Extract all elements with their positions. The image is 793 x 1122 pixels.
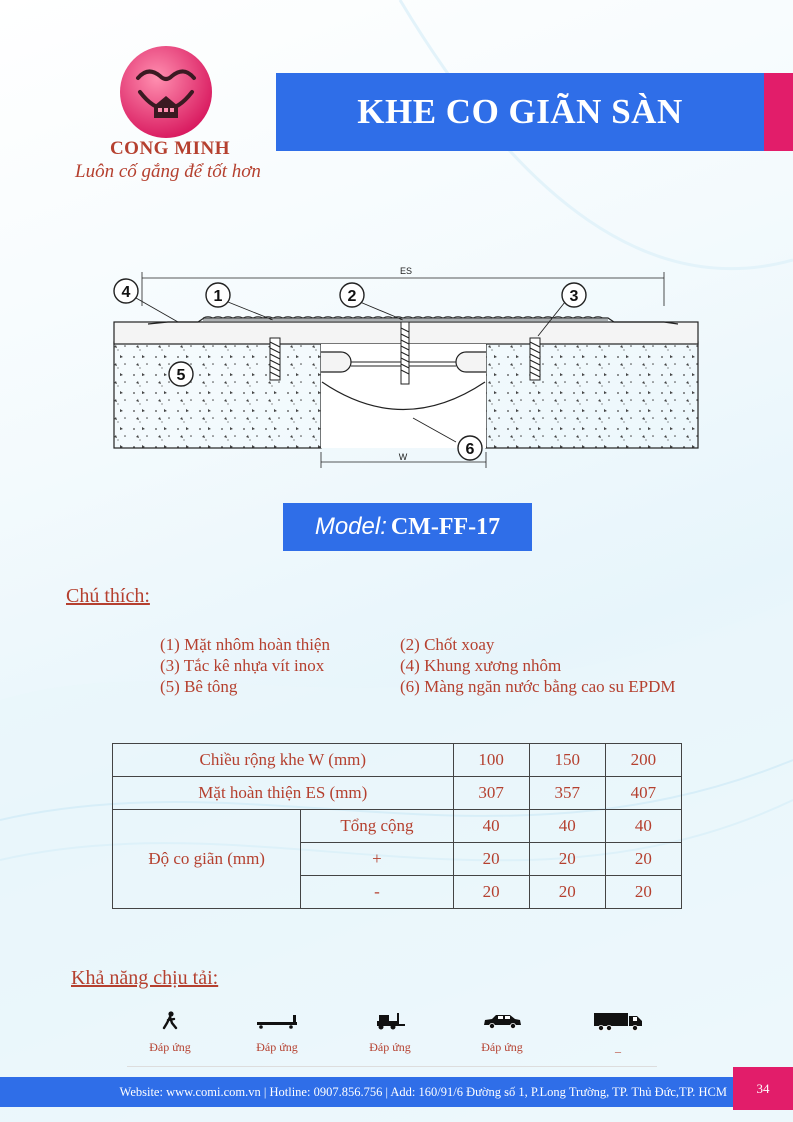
load-label: Đáp ứng (481, 1040, 523, 1054)
load-item (568, 1008, 668, 1055)
model-badge (283, 503, 532, 551)
dimension-es: ES (399, 266, 413, 276)
table-cell: 20 (605, 843, 681, 876)
note-item: (4) Khung xương nhôm (400, 656, 562, 675)
forklift-icon (375, 1012, 405, 1030)
load-label: Đáp ứng (256, 1040, 298, 1054)
table-cell: 200 (605, 744, 681, 777)
callout-1: 1 (213, 288, 223, 305)
table-row (113, 810, 682, 843)
callout-3: 3 (569, 288, 579, 305)
load-item (227, 1008, 327, 1055)
notes-title: Chú thích: (66, 585, 150, 607)
callout-5: 5 (176, 367, 186, 384)
page-number: 34 (733, 1067, 793, 1110)
table-cell: 40 (605, 810, 681, 843)
page-title: KHE CO GIÃN SÀN (357, 92, 683, 131)
trolley-icon (255, 1013, 299, 1029)
title-bar (276, 73, 764, 151)
load-title: Khả năng chịu tải: (71, 967, 219, 989)
spec-table (112, 743, 682, 909)
expansion-joint-drawing (108, 262, 708, 472)
table-cell: 40 (453, 810, 529, 843)
table-cell: 20 (453, 876, 529, 909)
footer-contact: Website: www.comi.com.vn | Hotline: 0907.856.756 | Add: 160/91/6 Đường số 1, P.Long Trường, TP. Thủ Đức,TP. HCM (119, 1085, 727, 1099)
note-item: (5) Bê tông (160, 677, 238, 696)
title-accent (764, 73, 793, 151)
load-label: Đáp ứng (149, 1040, 191, 1054)
table-cell: Mặt hoàn thiện ES (mm) (113, 777, 454, 810)
table-cell: 20 (529, 876, 605, 909)
load-label: _ (615, 1040, 621, 1054)
table-cell: - (301, 876, 453, 909)
note-item: (1) Mặt nhôm hoàn thiện (160, 635, 330, 654)
table-cell: 20 (453, 843, 529, 876)
table-cell: 100 (453, 744, 529, 777)
model-value: CM-FF-17 (390, 514, 501, 540)
callout-2: 2 (347, 288, 357, 305)
load-label: Đáp ứng (369, 1040, 411, 1054)
footer-bar (0, 1077, 733, 1107)
table-cell: + (301, 843, 453, 876)
load-item (452, 1008, 552, 1055)
table-cell: 150 (529, 744, 605, 777)
table-row (113, 744, 682, 777)
model-label: Model: (314, 513, 387, 540)
dimension-w: W (398, 452, 408, 462)
table-cell: 40 (529, 810, 605, 843)
load-capacity-row (120, 1008, 660, 1064)
table-row (113, 777, 682, 810)
table-cell: 357 (529, 777, 605, 810)
callout-4: 4 (121, 284, 131, 301)
load-item (120, 1008, 220, 1055)
company-logo (118, 44, 214, 140)
table-cell: Tổng cộng (301, 810, 453, 843)
table-cell: 20 (605, 876, 681, 909)
note-item: (6) Màng ngăn nước bằng cao su EPDM (400, 677, 676, 696)
callout-6: 6 (465, 441, 475, 458)
table-cell: 407 (605, 777, 681, 810)
load-item (340, 1008, 440, 1055)
note-item: (3) Tắc kê nhựa vít inox (160, 656, 325, 675)
note-item: (2) Chốt xoay (400, 635, 495, 654)
table-cell: 307 (453, 777, 529, 810)
table-cell: 20 (529, 843, 605, 876)
table-cell: Độ co giãn (mm) (113, 810, 301, 909)
table-cell: Chiều rộng khe W (mm) (113, 744, 454, 777)
brand-slogan: Luôn cố gắng để tốt hơn (75, 161, 261, 182)
brand-name: CONG MINH (109, 138, 231, 159)
car-icon (482, 1013, 522, 1029)
truck-icon (593, 1011, 643, 1031)
notes-list (160, 634, 760, 697)
pedestrian-icon (162, 1011, 178, 1031)
divider (127, 1066, 657, 1067)
